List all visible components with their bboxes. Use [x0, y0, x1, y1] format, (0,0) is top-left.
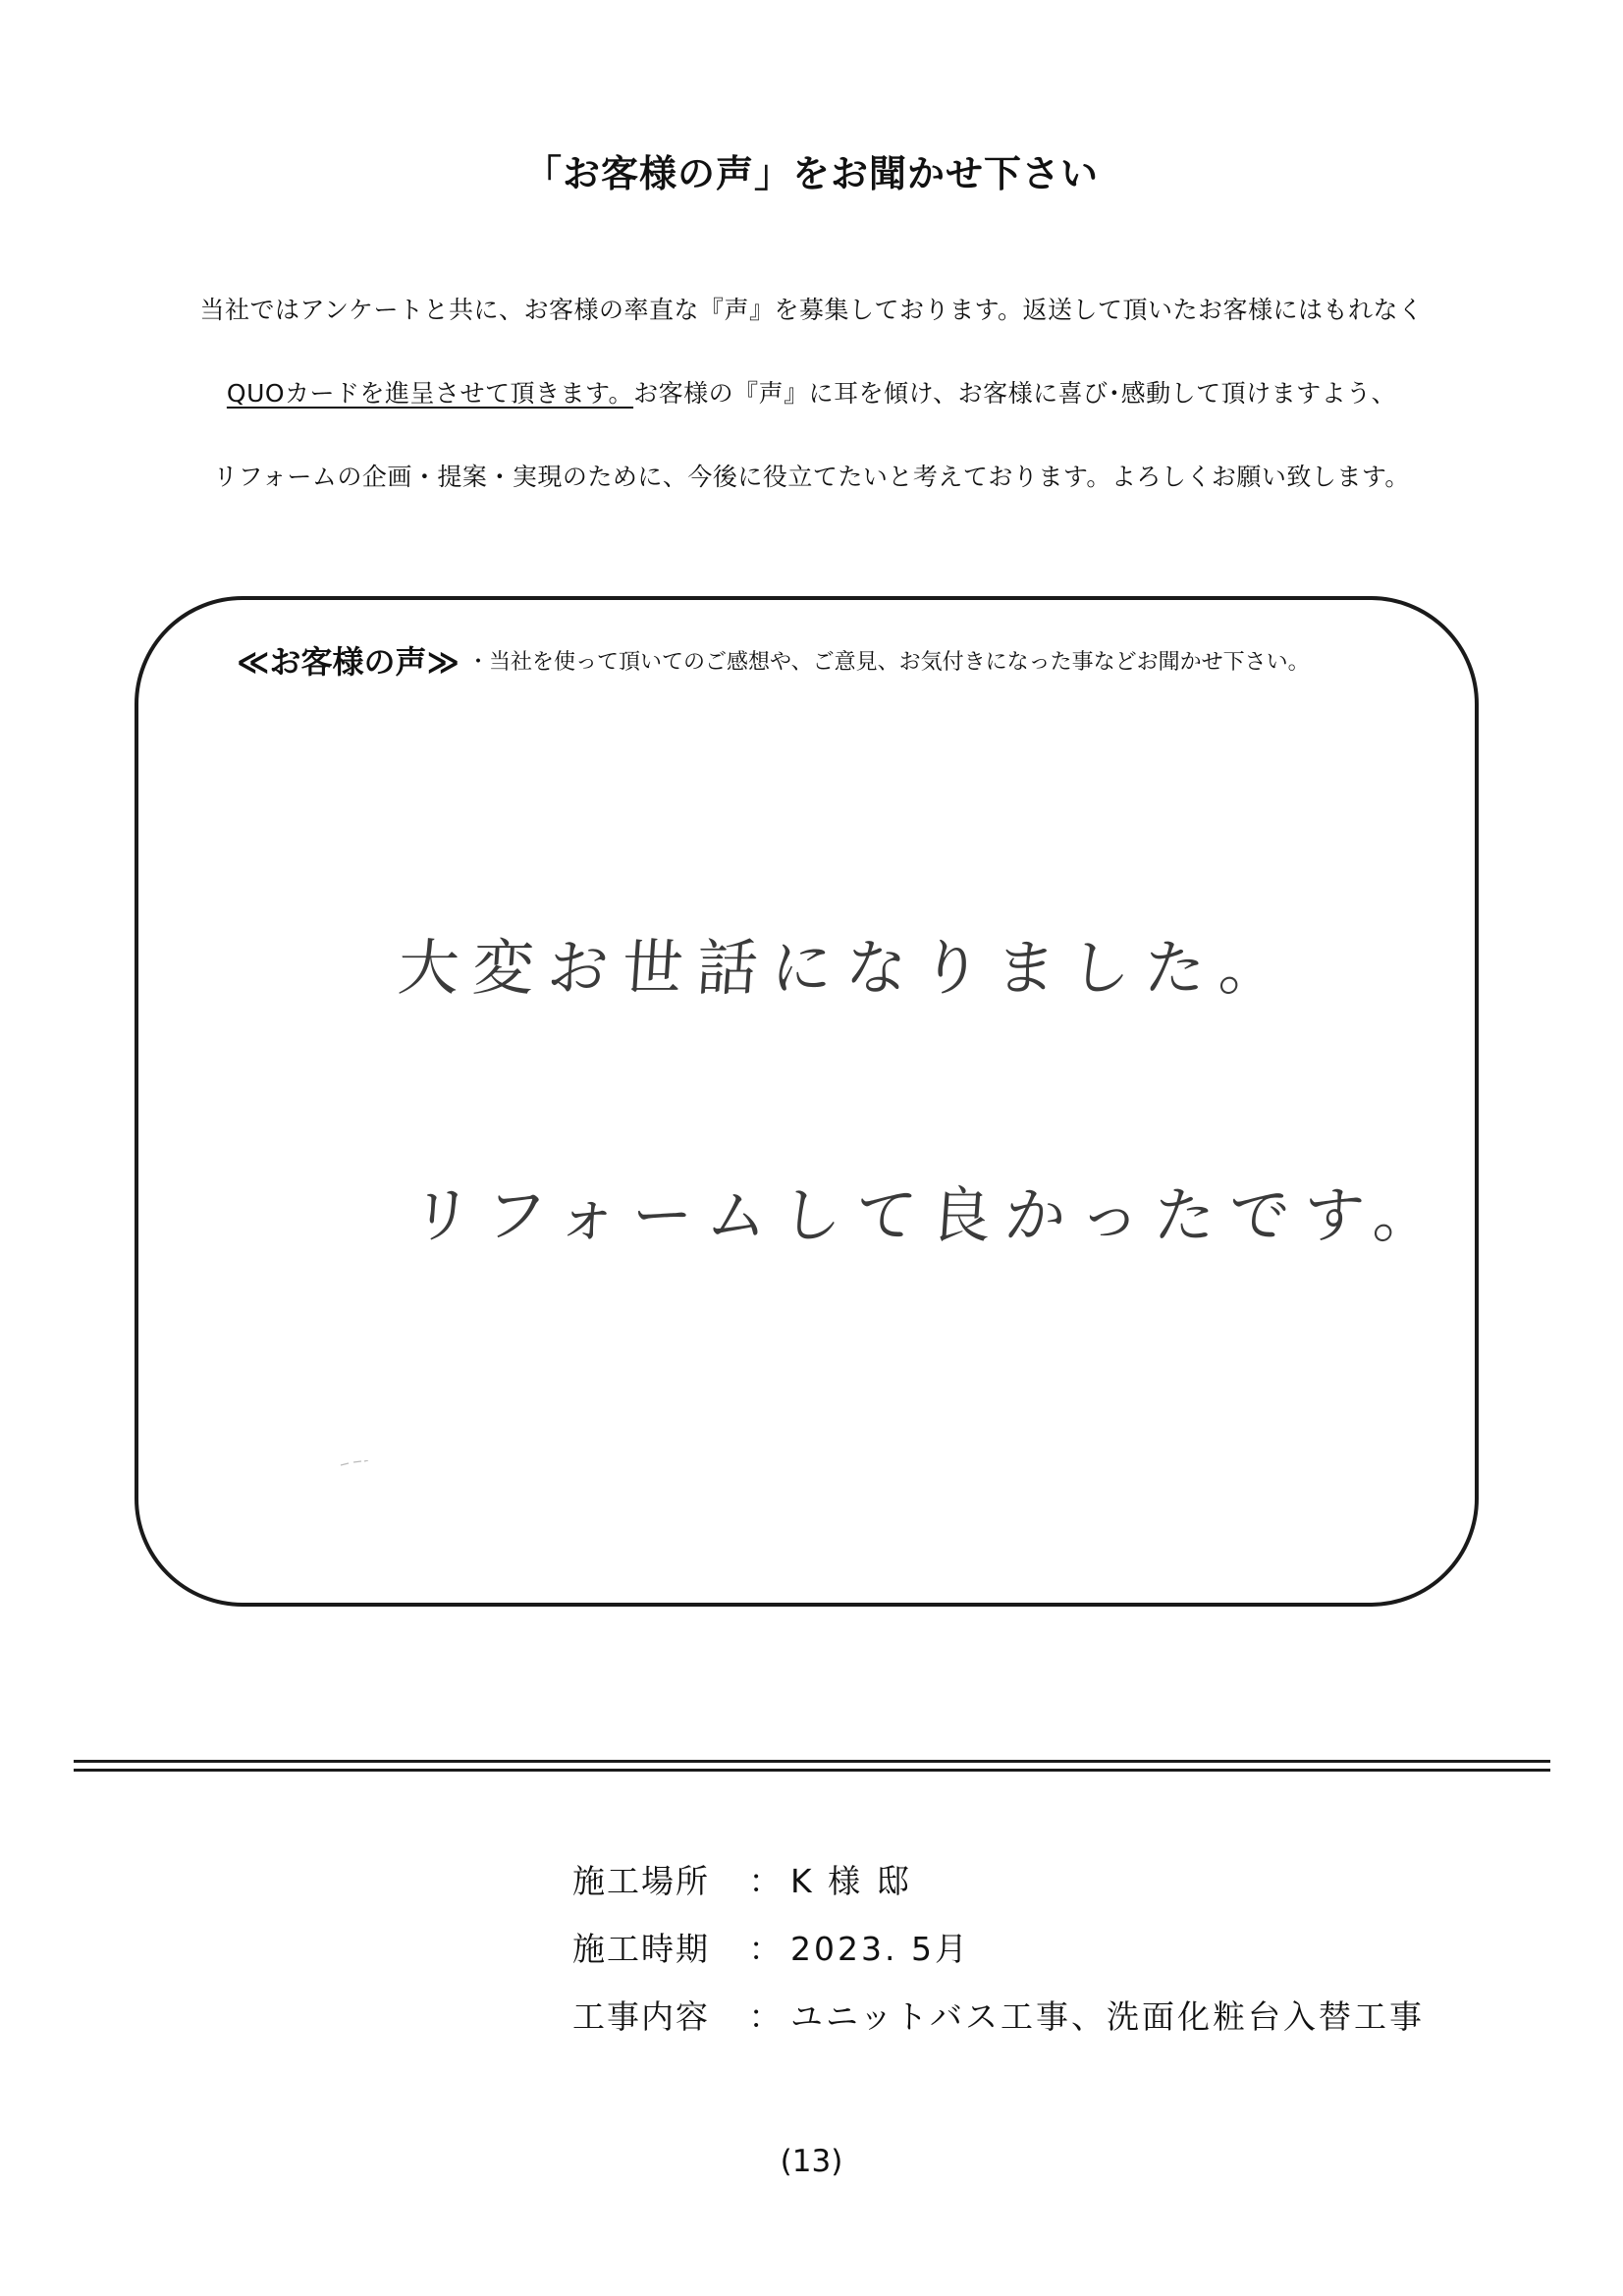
info-value: K 様 邸 [790, 1862, 912, 1900]
stray-pencil-mark [340, 1460, 369, 1466]
intro-line-2-rest: お客様の『声』に耳を傾け、お客様に喜び･感動して頂けますよう、 [633, 379, 1397, 408]
voice-box-header [237, 637, 1310, 683]
info-label: 工事内容 [572, 1997, 710, 2036]
divider-rule-bottom [74, 1769, 1550, 1772]
info-label: 施工場所 [572, 1862, 710, 1900]
intro-line-3: リフォームの企画・提案・実現のために、今後に役立てたいと考えております。よろしくお願い致します。 [213, 463, 1410, 491]
info-separator: ： [748, 1997, 782, 2036]
page-title: 「お客様の声」をお聞かせ下さい [523, 152, 1099, 195]
quo-card-notice: QUOカードを進呈させて頂きます。 [226, 379, 634, 408]
info-row-period [572, 1924, 970, 1970]
info-value: ユニットバス工事、洗面化粧台入替工事 [790, 1997, 1426, 2036]
info-separator: ： [748, 1862, 782, 1900]
page-number: (13) [780, 2144, 843, 2179]
info-separator: ： [748, 1930, 782, 1968]
customer-voice-box [135, 596, 1479, 1607]
intro-line-2 [0, 374, 1623, 410]
handwritten-comment-line-2: リフォームして良かったです。 [408, 1179, 1451, 1251]
voice-box-label: ≪お客様の声≫ [237, 643, 460, 681]
info-row-location [572, 1856, 912, 1902]
info-label: 施工時期 [572, 1930, 710, 1968]
voice-box-prompt: ・当社を使って頂いてのご感想や、ご意見、お気付きになった事などお聞かせ下さい。 [467, 649, 1310, 675]
divider-rule-top [74, 1760, 1550, 1763]
handwritten-comment-line-1: 大変お世話になりました。 [396, 932, 1297, 1004]
info-value: 2023. 5月 [790, 1930, 970, 1968]
intro-line-1: 当社ではアンケートと共に、お客様の率直な『声』を募集しております。返送して頂いたお客様にはもれなく [199, 296, 1424, 324]
info-row-work-content [572, 1992, 1425, 2038]
